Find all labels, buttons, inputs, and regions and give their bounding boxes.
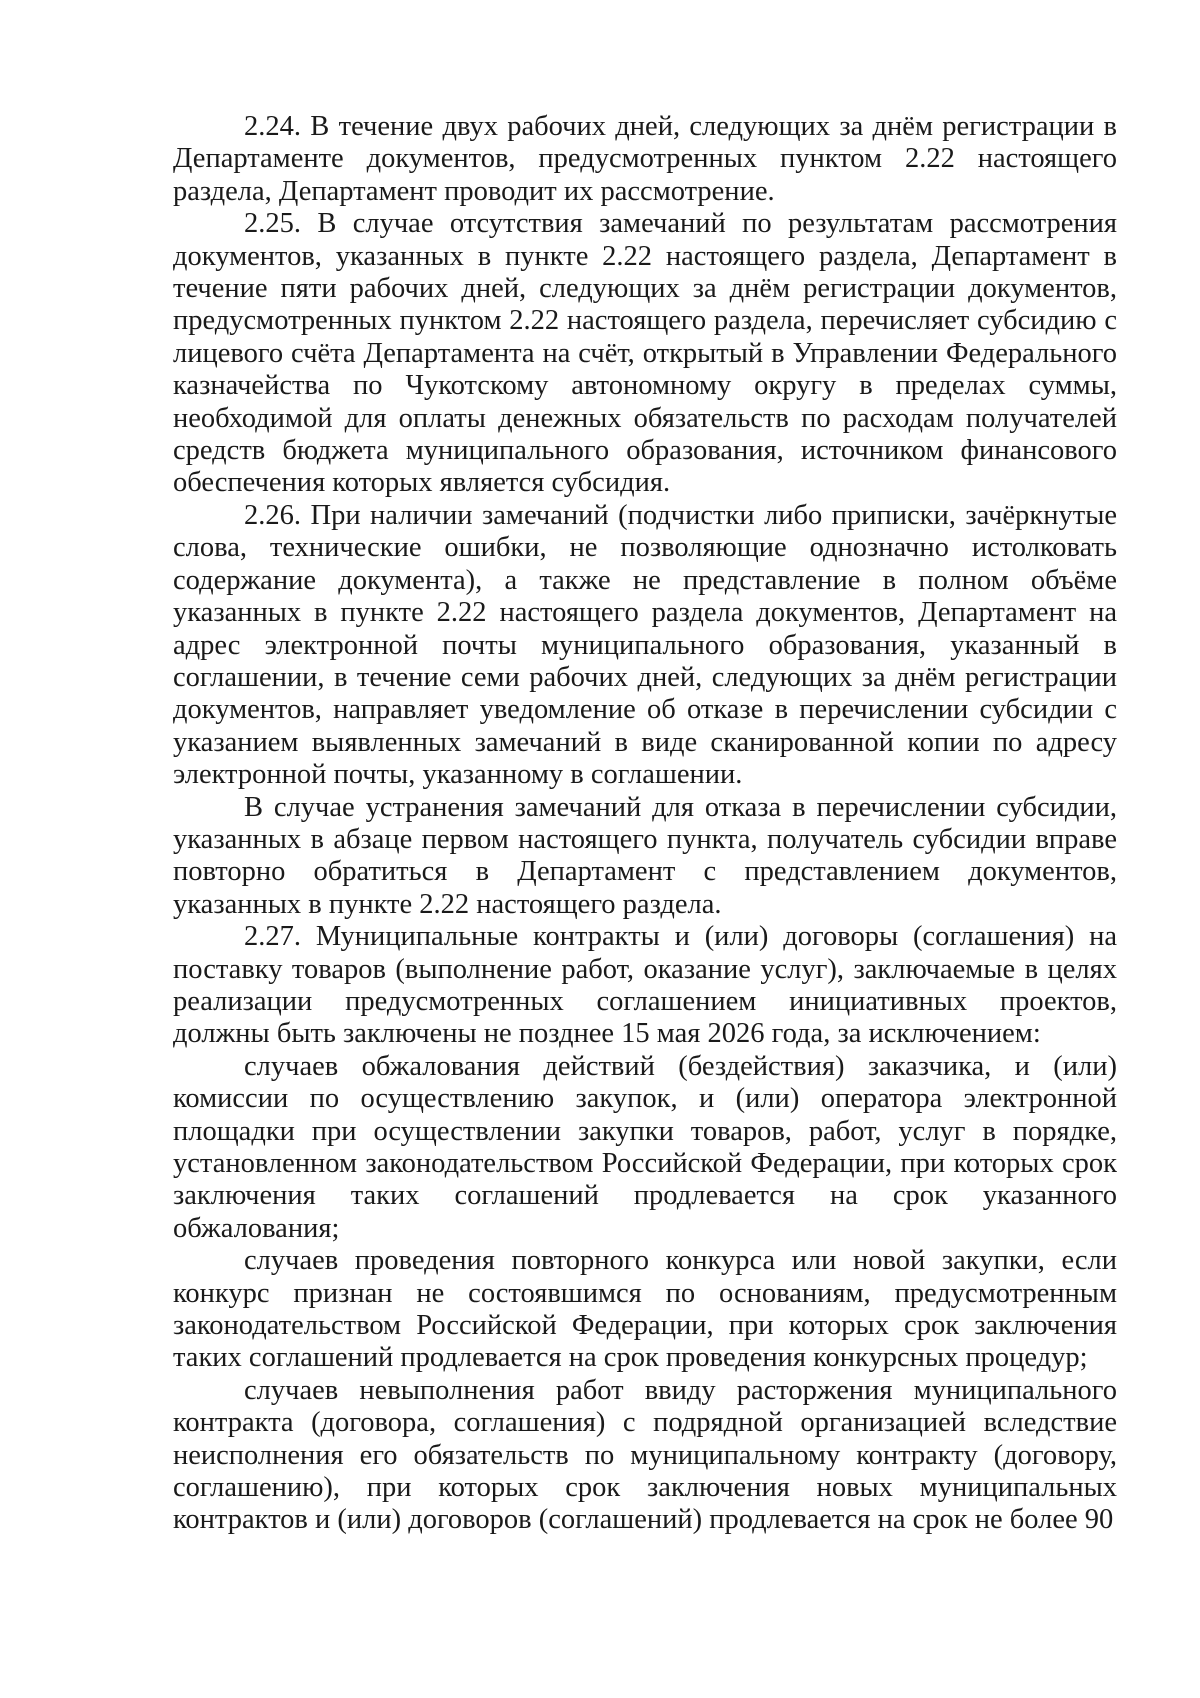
paragraph-2-24: 2.24. В течение двух рабочих дней, следующих за днём регистрации в Департаменте документов, предусмотренных пунктом 2.22 настоящего раздела, Департамент проводит их рассмотрение. (173, 111, 1117, 207)
exception-repeat-tender: случаев проведения повторного конкурса или новой закупки, если конкурс признан не состоявшимся по основаниям, предусмотренным законодательством Российской Федерации, при которых срок заключения таких соглашений продлевается на срок проведения конкурсных процедур; (173, 1245, 1117, 1374)
exception-appeal: случаев обжалования действий (бездействия) заказчика, и (или) комиссии по осуществлению закупок, и (или) оператора электронной площадки при осуществлении закупки товаров, работ, услуг в порядке, установленном законодательством Российской Федерации, при которых срок заключения таких соглашений продлевается на срок указанного обжалования; (173, 1050, 1117, 1244)
document-page (173, 111, 1117, 1537)
paragraph-2-26: 2.26. При наличии замечаний (подчистки либо приписки, зачёркнутые слова, технические ошибки, не позволяющие однозначно истолковать содержание документа), а также не представление в полном объёме указанных в пункте 2.22 настоящего раздела документов, Департамент на адрес электронной почты муниципального образования, указанный в соглашении, в течение семи рабочих дней, следующих за днём регистрации документов, направляет уведомление об отказе в перечислении субсидии с указанием выявленных замечаний в виде сканированной копии по адресу электронной почты, указанному в соглашении. (173, 499, 1117, 791)
paragraph-2-27: 2.27. Муниципальные контракты и (или) договоры (соглашения) на поставку товаров (выполнение работ, оказание услуг), заключаемые в целях реализации предусмотренных соглашением инициативных проектов, должны быть заключены не позднее 15 мая 2026 года, за исключением: (173, 921, 1117, 1050)
paragraph-2-26-second: В случае устранения замечаний для отказа в перечислении субсидии, указанных в абзаце первом настоящего пункта, получатель субсидии вправе повторно обратиться в Департамент с представлением документов, указанных в пункте 2.22 настоящего раздела. (173, 791, 1117, 920)
paragraph-2-25: 2.25. В случае отсутствия замечаний по результатам рассмотрения документов, указанных в пункте 2.22 настоящего раздела, Департамент в течение пяти рабочих дней, следующих за днём регистрации документов, предусмотренных пунктом 2.22 настоящего раздела, перечисляет субсидию с лицевого счёта Департамента на счёт, открытый в Управлении Федерального казначейства по Чукотскому автономному округу в пределах суммы, необходимой для оплаты денежных обязательств по расходам получателей средств бюджета муниципального образования, источником финансового обеспечения которых является субсидия. (173, 208, 1117, 499)
exception-contract-termination: случаев невыполнения работ ввиду расторжения муниципального контракта (договора, соглашения) с подрядной организацией вследствие неисполнения его обязательств по муниципальному контракту (договору, соглашению), при которых срок заключения новых муниципальных контрактов и (или) договоров (соглашений) продлевается на срок не более 90 (173, 1374, 1117, 1536)
